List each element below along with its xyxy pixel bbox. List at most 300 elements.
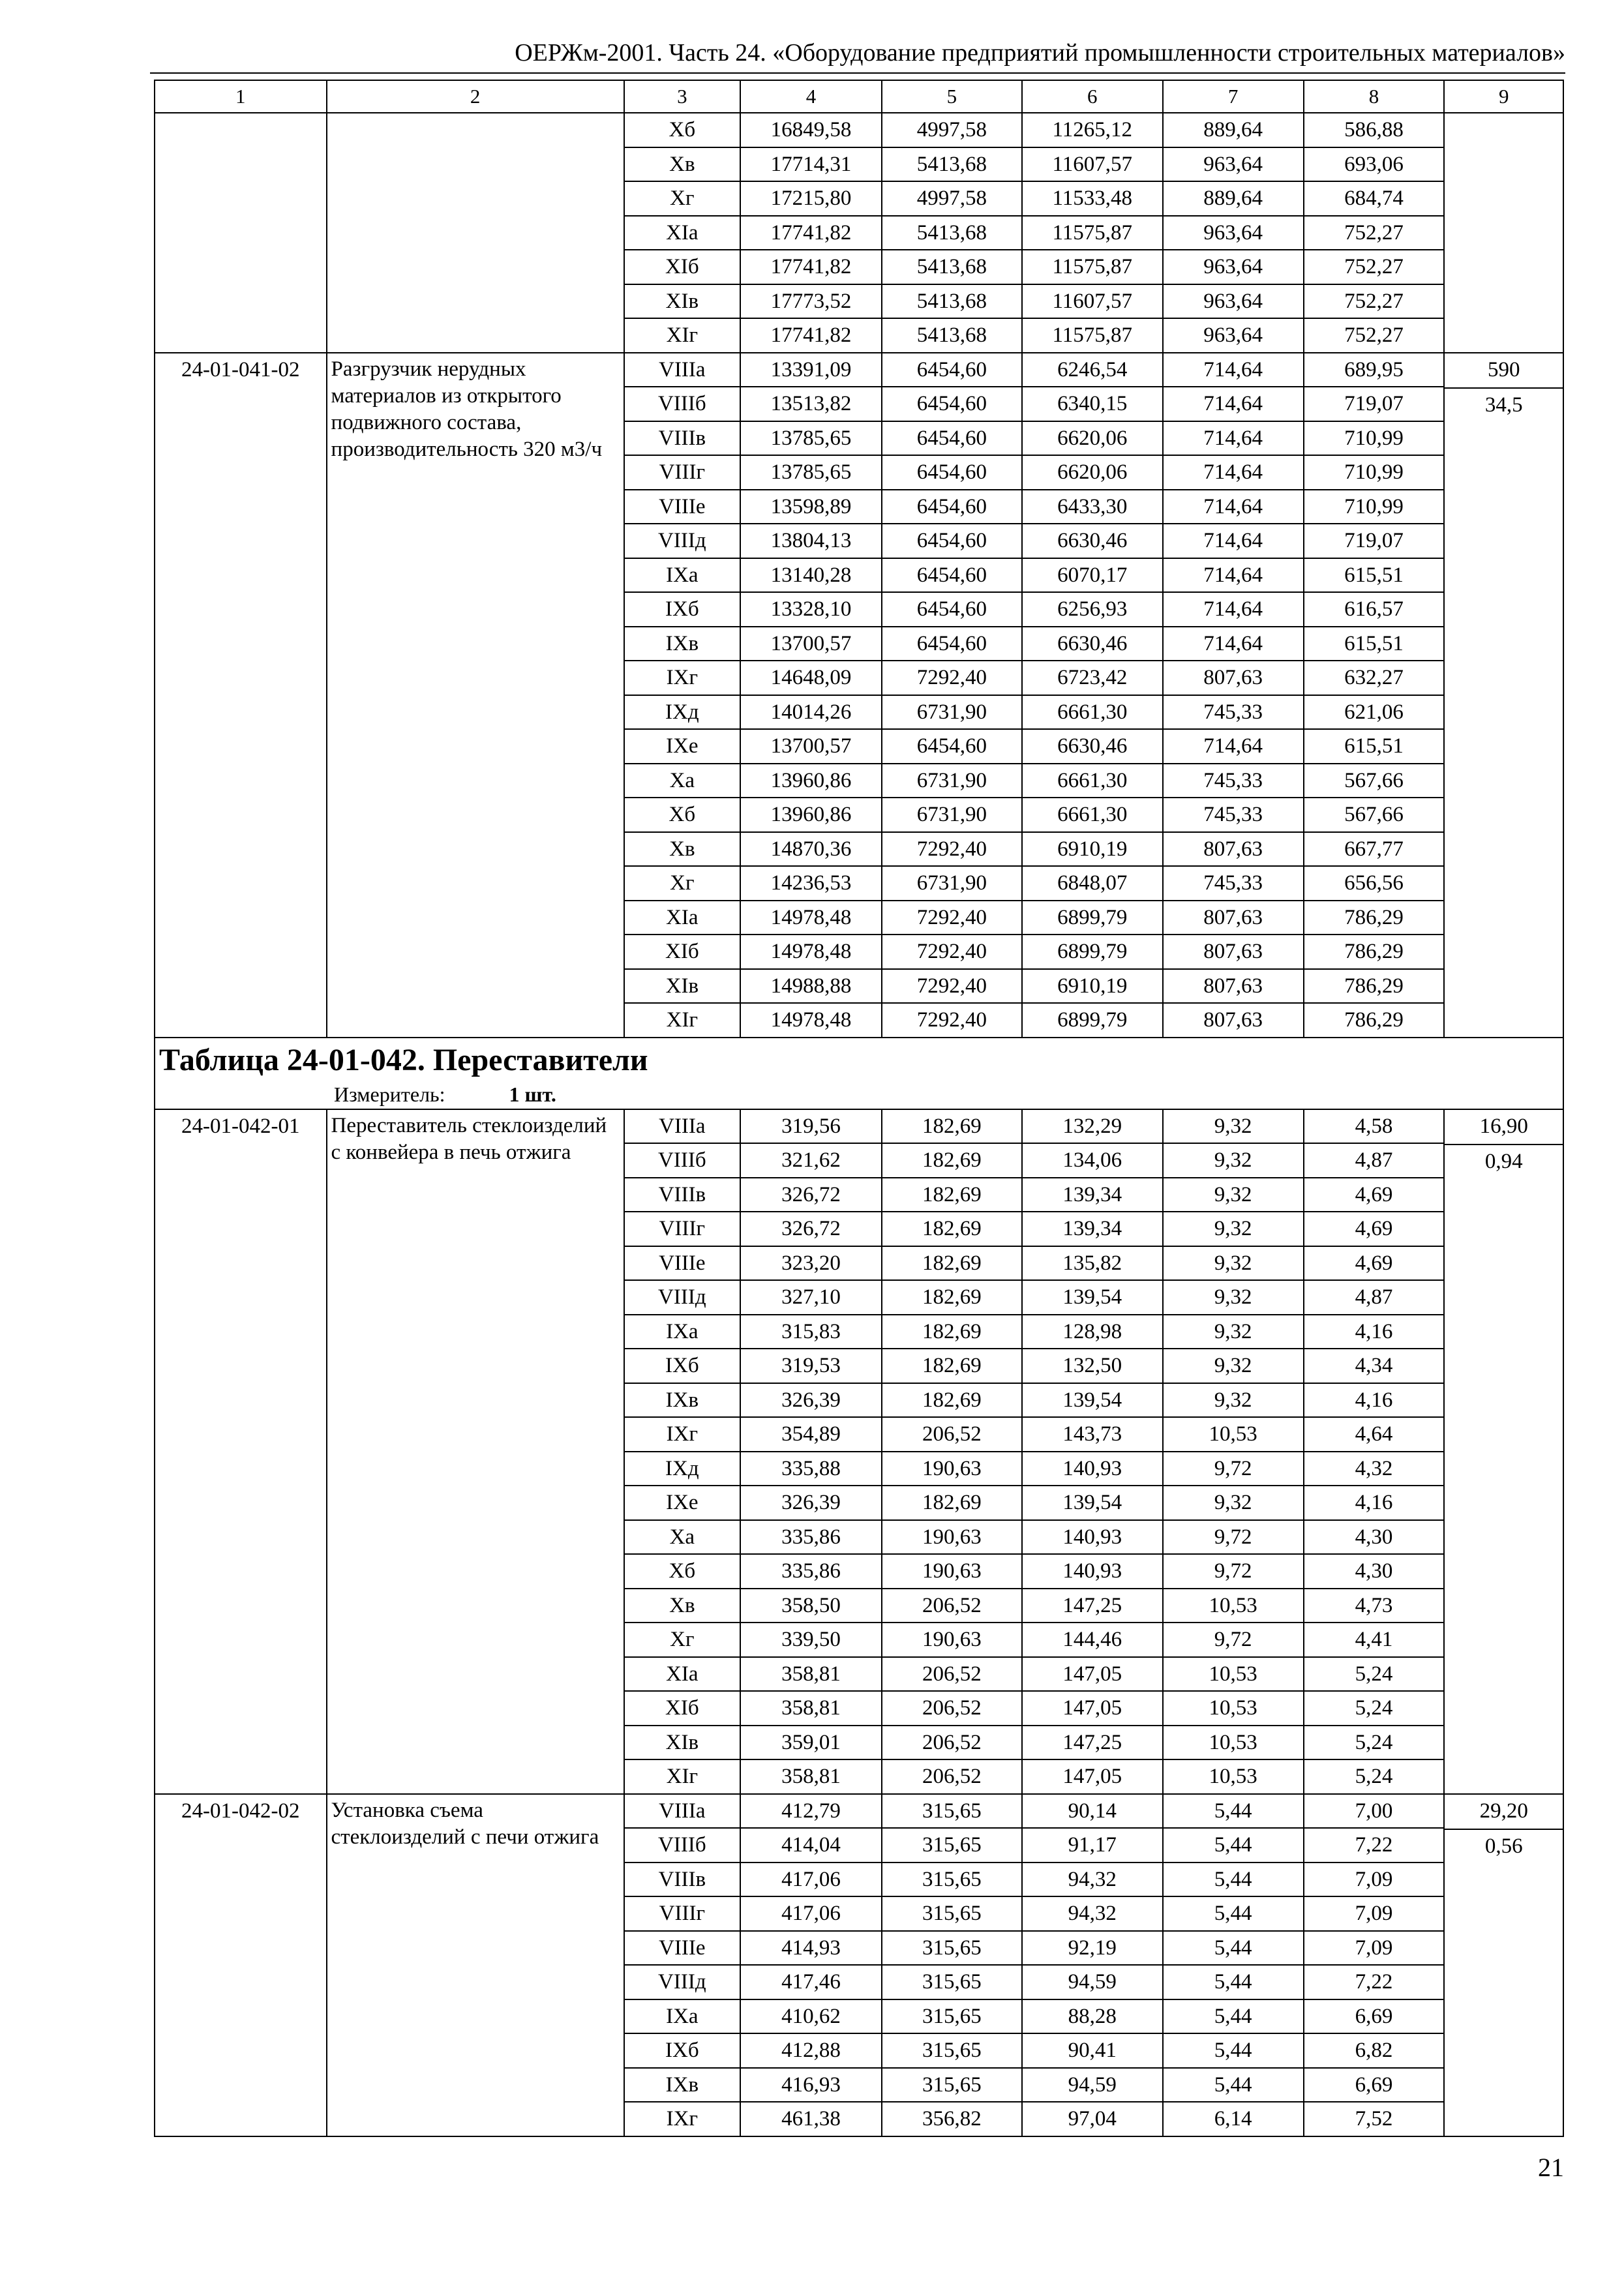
- col7-cell: 10,53: [1163, 1417, 1304, 1452]
- col7-cell: 9,32: [1163, 1486, 1304, 1520]
- col6-cell: 92,19: [1022, 1931, 1163, 1966]
- col6-cell: 6899,79: [1022, 1003, 1163, 1038]
- col6-cell: 140,93: [1022, 1554, 1163, 1589]
- col5-cell: 182,69: [882, 1486, 1022, 1520]
- column-number: 2: [327, 80, 624, 113]
- col8-cell: 684,74: [1304, 181, 1445, 216]
- col6-cell: 90,41: [1022, 2033, 1163, 2068]
- col6-cell: 94,59: [1022, 2068, 1163, 2102]
- zone-cell: VIIIг: [624, 1212, 740, 1246]
- item-name-cell: Переставитель стеклоизделий с конвейера в печь отжига: [327, 1109, 624, 1794]
- zone-cell: IXд: [624, 1452, 740, 1486]
- col7-cell: 10,53: [1163, 1589, 1304, 1623]
- col4-cell: 17741,82: [740, 318, 882, 353]
- col6-cell: 6910,19: [1022, 969, 1163, 1004]
- col7-cell: 9,72: [1163, 1554, 1304, 1589]
- item-name-cell: [327, 113, 624, 353]
- zone-cell: Xг: [624, 1623, 740, 1657]
- rates-table: [154, 80, 1564, 2137]
- col9-cell: [1444, 1794, 1563, 2136]
- col8-cell: 4,30: [1304, 1554, 1445, 1589]
- col6-cell: 6661,30: [1022, 695, 1163, 730]
- col7-cell: 5,44: [1163, 1828, 1304, 1863]
- zone-cell: IXв: [624, 1383, 740, 1418]
- col4-cell: 327,10: [740, 1280, 882, 1315]
- col8-cell: 5,24: [1304, 1657, 1445, 1692]
- zone-cell: IXг: [624, 1417, 740, 1452]
- col5-cell: 6731,90: [882, 764, 1022, 798]
- col6-cell: 140,93: [1022, 1520, 1163, 1555]
- col5-cell: 7292,40: [882, 661, 1022, 695]
- zone-cell: IXв: [624, 627, 740, 661]
- col7-cell: 5,44: [1163, 1863, 1304, 1897]
- col6-cell: 139,34: [1022, 1178, 1163, 1212]
- col6-cell: 88,28: [1022, 1999, 1163, 2034]
- col4-cell: 461,38: [740, 2102, 882, 2136]
- zone-cell: IXе: [624, 1486, 740, 1520]
- col6-cell: 6433,30: [1022, 490, 1163, 524]
- zone-cell: XIа: [624, 1657, 740, 1692]
- item-code-cell: 24-01-042-01: [155, 1109, 327, 1794]
- col8-cell: 4,64: [1304, 1417, 1445, 1452]
- col5-cell: 190,63: [882, 1452, 1022, 1486]
- col7-cell: 9,32: [1163, 1212, 1304, 1246]
- col4-cell: 358,81: [740, 1657, 882, 1692]
- zone-cell: VIIIв: [624, 1178, 740, 1212]
- col5-cell: 190,63: [882, 1554, 1022, 1589]
- zone-cell: XIв: [624, 969, 740, 1004]
- col4-cell: 335,86: [740, 1554, 882, 1589]
- col8-cell: 616,57: [1304, 592, 1445, 627]
- col8-cell: 752,27: [1304, 250, 1445, 284]
- col4-cell: 13785,65: [740, 455, 882, 490]
- col5-cell: 6454,60: [882, 455, 1022, 490]
- col7-cell: 9,32: [1163, 1280, 1304, 1315]
- col4-cell: 414,04: [740, 1828, 882, 1863]
- col4-cell: 417,06: [740, 1863, 882, 1897]
- col5-cell: 182,69: [882, 1109, 1022, 1144]
- zone-cell: IXб: [624, 2033, 740, 2068]
- col7-cell: 745,33: [1163, 798, 1304, 832]
- col4-cell: 17741,82: [740, 250, 882, 284]
- col5-cell: 190,63: [882, 1520, 1022, 1555]
- col6-cell: 94,59: [1022, 1965, 1163, 1999]
- col4-cell: 410,62: [740, 1999, 882, 2034]
- col9-cell: [1444, 1109, 1563, 1794]
- col5-cell: 182,69: [882, 1280, 1022, 1315]
- col8-cell: 752,27: [1304, 284, 1445, 319]
- col7-cell: 9,72: [1163, 1452, 1304, 1486]
- zone-cell: IXе: [624, 729, 740, 764]
- col7-cell: 5,44: [1163, 1999, 1304, 2034]
- zone-cell: Xа: [624, 1520, 740, 1555]
- section-cell: [155, 1038, 1563, 1109]
- zone-cell: VIIIд: [624, 1280, 740, 1315]
- col7-cell: 9,32: [1163, 1383, 1304, 1418]
- col6-cell: 147,25: [1022, 1589, 1163, 1623]
- zone-cell: XIг: [624, 318, 740, 353]
- col8-cell: 4,73: [1304, 1589, 1445, 1623]
- col8-cell: 632,27: [1304, 661, 1445, 695]
- item-name-cell: Разгрузчик нерудных материалов из открытого подвижного состава, производительность 320 м3/ч: [327, 353, 624, 1038]
- zone-cell: Xа: [624, 764, 740, 798]
- col7-cell: 5,44: [1163, 1931, 1304, 1966]
- col5-cell: 206,52: [882, 1417, 1022, 1452]
- col5-cell: 7292,40: [882, 832, 1022, 867]
- item-code-cell: 24-01-042-02: [155, 1794, 327, 2136]
- col8-cell: 719,07: [1304, 524, 1445, 558]
- zone-cell: IXг: [624, 2102, 740, 2136]
- zone-cell: VIIIд: [624, 524, 740, 558]
- col4-cell: 13598,89: [740, 490, 882, 524]
- col7-cell: 889,64: [1163, 113, 1304, 147]
- zone-cell: VIIIа: [624, 1109, 740, 1144]
- column-number: 9: [1444, 80, 1563, 113]
- zone-cell: IXа: [624, 558, 740, 593]
- zone-cell: Xг: [624, 866, 740, 901]
- col5-cell: 5413,68: [882, 318, 1022, 353]
- col4-cell: 323,20: [740, 1246, 882, 1281]
- col7-cell: 5,44: [1163, 2033, 1304, 2068]
- item-code-cell: 24-01-041-02: [155, 353, 327, 1038]
- col4-cell: 13391,09: [740, 353, 882, 387]
- col6-cell: 6899,79: [1022, 901, 1163, 935]
- col8-cell: 6,69: [1304, 2068, 1445, 2102]
- zone-cell: IXа: [624, 1315, 740, 1349]
- col8-cell: 6,69: [1304, 1999, 1445, 2034]
- col6-cell: 11607,57: [1022, 147, 1163, 182]
- col4-cell: 16849,58: [740, 113, 882, 147]
- col4-cell: 335,88: [740, 1452, 882, 1486]
- col7-cell: 9,32: [1163, 1246, 1304, 1281]
- col4-cell: 14978,48: [740, 901, 882, 935]
- col5-cell: 5413,68: [882, 216, 1022, 250]
- zone-cell: XIа: [624, 216, 740, 250]
- col8-cell: 4,16: [1304, 1486, 1445, 1520]
- col4-cell: 13140,28: [740, 558, 882, 593]
- col5-cell: 182,69: [882, 1212, 1022, 1246]
- zone-cell: XIв: [624, 1726, 740, 1760]
- col4-cell: 335,86: [740, 1520, 882, 1555]
- col8-cell: 5,24: [1304, 1759, 1445, 1794]
- col7-cell: 745,33: [1163, 764, 1304, 798]
- table-row: [155, 1109, 1563, 1144]
- col9-value-1: 590: [1487, 357, 1520, 382]
- col5-cell: 6454,60: [882, 353, 1022, 387]
- col6-cell: 11575,87: [1022, 216, 1163, 250]
- col4-cell: 13785,65: [740, 421, 882, 456]
- col6-cell: 132,50: [1022, 1349, 1163, 1383]
- col4-cell: 17741,82: [740, 216, 882, 250]
- col8-cell: 6,82: [1304, 2033, 1445, 2068]
- col4-cell: 359,01: [740, 1726, 882, 1760]
- col7-cell: 807,63: [1163, 935, 1304, 969]
- col7-cell: 963,64: [1163, 216, 1304, 250]
- col7-cell: 9,32: [1163, 1109, 1304, 1144]
- col5-cell: 7292,40: [882, 969, 1022, 1004]
- zone-cell: VIIIб: [624, 1828, 740, 1863]
- col7-cell: 9,32: [1163, 1349, 1304, 1383]
- col7-cell: 714,64: [1163, 421, 1304, 456]
- col7-cell: 5,44: [1163, 1794, 1304, 1829]
- zone-cell: VIIIб: [624, 1143, 740, 1178]
- zone-cell: XIг: [624, 1003, 740, 1038]
- col4-cell: 417,46: [740, 1965, 882, 1999]
- col6-cell: 144,46: [1022, 1623, 1163, 1657]
- col4-cell: 14648,09: [740, 661, 882, 695]
- col6-cell: 139,54: [1022, 1486, 1163, 1520]
- col7-cell: 714,64: [1163, 524, 1304, 558]
- col4-cell: 13804,13: [740, 524, 882, 558]
- item-name-cell: Установка съема стеклоизделий с печи отжига: [327, 1794, 624, 2136]
- col4-cell: 14014,26: [740, 695, 882, 730]
- col8-cell: 4,41: [1304, 1623, 1445, 1657]
- col7-cell: 9,72: [1163, 1623, 1304, 1657]
- zone-cell: VIIIе: [624, 1931, 740, 1966]
- col6-cell: 90,14: [1022, 1794, 1163, 1829]
- col5-cell: 4997,58: [882, 113, 1022, 147]
- col4-cell: 358,81: [740, 1759, 882, 1794]
- col8-cell: 621,06: [1304, 695, 1445, 730]
- col6-cell: 6620,06: [1022, 421, 1163, 456]
- col5-cell: 6731,90: [882, 866, 1022, 901]
- zone-cell: XIв: [624, 284, 740, 319]
- column-number: 3: [624, 80, 740, 113]
- zone-cell: VIIIв: [624, 1863, 740, 1897]
- column-number: 5: [882, 80, 1022, 113]
- col4-cell: 13960,86: [740, 764, 882, 798]
- col4-cell: 417,06: [740, 1896, 882, 1931]
- col9-value-1: 29,20: [1479, 1799, 1528, 1823]
- col6-cell: 97,04: [1022, 2102, 1163, 2136]
- col5-cell: 315,65: [882, 1965, 1022, 1999]
- zone-cell: Xв: [624, 1589, 740, 1623]
- col8-cell: 7,09: [1304, 1931, 1445, 1966]
- col5-cell: 6454,60: [882, 627, 1022, 661]
- zone-cell: XIб: [624, 1691, 740, 1726]
- col7-cell: 10,53: [1163, 1691, 1304, 1726]
- col8-cell: 4,32: [1304, 1452, 1445, 1486]
- col4-cell: 358,50: [740, 1589, 882, 1623]
- col7-cell: 10,53: [1163, 1726, 1304, 1760]
- zone-cell: VIIIб: [624, 387, 740, 421]
- col4-cell: 414,93: [740, 1931, 882, 1966]
- col4-cell: 326,39: [740, 1486, 882, 1520]
- col6-cell: 147,05: [1022, 1759, 1163, 1794]
- zone-cell: IXд: [624, 695, 740, 730]
- col6-cell: 94,32: [1022, 1896, 1163, 1931]
- zone-cell: VIIIв: [624, 421, 740, 456]
- col8-cell: 4,87: [1304, 1280, 1445, 1315]
- col4-cell: 17714,31: [740, 147, 882, 182]
- col5-cell: 315,65: [882, 2068, 1022, 2102]
- col4-cell: 358,81: [740, 1691, 882, 1726]
- col7-cell: 714,64: [1163, 558, 1304, 593]
- page-header: ОЕРЖм-2001. Часть 24. «Оборудование предприятий промышленности строительных материалов»: [150, 36, 1565, 74]
- col5-cell: 206,52: [882, 1691, 1022, 1726]
- col8-cell: 567,66: [1304, 764, 1445, 798]
- col6-cell: 6630,46: [1022, 729, 1163, 764]
- col5-cell: 315,65: [882, 1863, 1022, 1897]
- col6-cell: 11533,48: [1022, 181, 1163, 216]
- col4-cell: 13513,82: [740, 387, 882, 421]
- col6-cell: 6340,15: [1022, 387, 1163, 421]
- col8-cell: 7,09: [1304, 1863, 1445, 1897]
- col5-cell: 356,82: [882, 2102, 1022, 2136]
- item-code-cell: [155, 113, 327, 353]
- col8-cell: 7,22: [1304, 1965, 1445, 1999]
- col5-cell: 6731,90: [882, 798, 1022, 832]
- col6-cell: 6910,19: [1022, 832, 1163, 867]
- col8-cell: 719,07: [1304, 387, 1445, 421]
- zone-cell: Xб: [624, 113, 740, 147]
- col5-cell: 6454,60: [882, 490, 1022, 524]
- page-number: 21: [1538, 2153, 1564, 2182]
- col4-cell: 354,89: [740, 1417, 882, 1452]
- col8-cell: 4,34: [1304, 1349, 1445, 1383]
- zone-cell: VIIIг: [624, 455, 740, 490]
- col6-cell: 6630,46: [1022, 524, 1163, 558]
- col5-cell: 7292,40: [882, 935, 1022, 969]
- column-numbers-row: [155, 80, 1563, 113]
- column-number: 6: [1022, 80, 1163, 113]
- col8-cell: 4,69: [1304, 1178, 1445, 1212]
- col8-cell: 7,22: [1304, 1828, 1445, 1863]
- col8-cell: 7,09: [1304, 1896, 1445, 1931]
- col5-cell: 315,65: [882, 1794, 1022, 1829]
- col7-cell: 745,33: [1163, 866, 1304, 901]
- col9-value-2: 0,94: [1445, 1144, 1563, 1179]
- col4-cell: 315,83: [740, 1315, 882, 1349]
- col4-cell: 17773,52: [740, 284, 882, 319]
- col6-cell: 6620,06: [1022, 455, 1163, 490]
- col5-cell: 7292,40: [882, 901, 1022, 935]
- col7-cell: 963,64: [1163, 284, 1304, 319]
- col8-cell: 710,99: [1304, 421, 1445, 456]
- zone-cell: Xв: [624, 832, 740, 867]
- col6-cell: 143,73: [1022, 1417, 1163, 1452]
- col5-cell: 6454,60: [882, 592, 1022, 627]
- col4-cell: 14236,53: [740, 866, 882, 901]
- zone-cell: IXг: [624, 661, 740, 695]
- col7-cell: 807,63: [1163, 969, 1304, 1004]
- col4-cell: 319,53: [740, 1349, 882, 1383]
- col5-cell: 182,69: [882, 1246, 1022, 1281]
- col6-cell: 128,98: [1022, 1315, 1163, 1349]
- col4-cell: 13700,57: [740, 729, 882, 764]
- col8-cell: 786,29: [1304, 969, 1445, 1004]
- table-body: [155, 80, 1563, 2136]
- col6-cell: 6723,42: [1022, 661, 1163, 695]
- col8-cell: 4,58: [1304, 1109, 1445, 1144]
- col6-cell: 91,17: [1022, 1828, 1163, 1863]
- col8-cell: 615,51: [1304, 627, 1445, 661]
- col8-cell: 586,88: [1304, 113, 1445, 147]
- col7-cell: 714,64: [1163, 387, 1304, 421]
- col6-cell: 6070,17: [1022, 558, 1163, 593]
- col7-cell: 10,53: [1163, 1759, 1304, 1794]
- col5-cell: 4997,58: [882, 181, 1022, 216]
- col8-cell: 710,99: [1304, 490, 1445, 524]
- col7-cell: 714,64: [1163, 353, 1304, 387]
- col6-cell: 139,54: [1022, 1383, 1163, 1418]
- col6-cell: 6246,54: [1022, 353, 1163, 387]
- col6-cell: 11575,87: [1022, 250, 1163, 284]
- col7-cell: 5,44: [1163, 1965, 1304, 1999]
- column-number: 1: [155, 80, 327, 113]
- col6-cell: 6661,30: [1022, 798, 1163, 832]
- col6-cell: 11607,57: [1022, 284, 1163, 319]
- col7-cell: 963,64: [1163, 318, 1304, 353]
- col7-cell: 714,64: [1163, 627, 1304, 661]
- col4-cell: 412,79: [740, 1794, 882, 1829]
- col6-cell: 6899,79: [1022, 935, 1163, 969]
- col6-cell: 6256,93: [1022, 592, 1163, 627]
- col8-cell: 752,27: [1304, 216, 1445, 250]
- col8-cell: 4,16: [1304, 1315, 1445, 1349]
- zone-cell: Xв: [624, 147, 740, 182]
- col7-cell: 807,63: [1163, 832, 1304, 867]
- col7-cell: 6,14: [1163, 2102, 1304, 2136]
- zone-cell: XIа: [624, 901, 740, 935]
- col4-cell: 319,56: [740, 1109, 882, 1144]
- col5-cell: 6454,60: [882, 524, 1022, 558]
- col5-cell: 182,69: [882, 1349, 1022, 1383]
- col6-cell: 140,93: [1022, 1452, 1163, 1486]
- col8-cell: 693,06: [1304, 147, 1445, 182]
- zone-cell: XIб: [624, 250, 740, 284]
- zone-cell: VIIIд: [624, 1965, 740, 1999]
- col9-value-2: 34,5: [1445, 387, 1563, 423]
- col7-cell: 10,53: [1163, 1657, 1304, 1692]
- column-number: 4: [740, 80, 882, 113]
- col6-cell: 139,54: [1022, 1280, 1163, 1315]
- col5-cell: 315,65: [882, 1999, 1022, 2034]
- col9-cell: [1444, 353, 1563, 1038]
- col4-cell: 17215,80: [740, 181, 882, 216]
- col7-cell: 9,32: [1163, 1143, 1304, 1178]
- section-row: [155, 1038, 1563, 1109]
- col4-cell: 416,93: [740, 2068, 882, 2102]
- col8-cell: 4,16: [1304, 1383, 1445, 1418]
- col7-cell: 9,72: [1163, 1520, 1304, 1555]
- col7-cell: 889,64: [1163, 181, 1304, 216]
- col4-cell: 14870,36: [740, 832, 882, 867]
- col7-cell: 9,32: [1163, 1178, 1304, 1212]
- col5-cell: 182,69: [882, 1178, 1022, 1212]
- zone-cell: IXб: [624, 1349, 740, 1383]
- col8-cell: 615,51: [1304, 558, 1445, 593]
- col7-cell: 5,44: [1163, 2068, 1304, 2102]
- col4-cell: 14988,88: [740, 969, 882, 1004]
- col6-cell: 147,05: [1022, 1691, 1163, 1726]
- col7-cell: 807,63: [1163, 661, 1304, 695]
- col8-cell: 567,66: [1304, 798, 1445, 832]
- measure-label: Измеритель:: [334, 1082, 445, 1106]
- col6-cell: 6848,07: [1022, 866, 1163, 901]
- col7-cell: 714,64: [1163, 490, 1304, 524]
- col4-cell: 13328,10: [740, 592, 882, 627]
- col7-cell: 807,63: [1163, 901, 1304, 935]
- col8-cell: 615,51: [1304, 729, 1445, 764]
- col8-cell: 7,00: [1304, 1794, 1445, 1829]
- col4-cell: 13700,57: [740, 627, 882, 661]
- col8-cell: 786,29: [1304, 935, 1445, 969]
- col6-cell: 11265,12: [1022, 113, 1163, 147]
- col7-cell: 714,64: [1163, 729, 1304, 764]
- col6-cell: 147,25: [1022, 1726, 1163, 1760]
- col9-value-2: 0,56: [1445, 1829, 1563, 1864]
